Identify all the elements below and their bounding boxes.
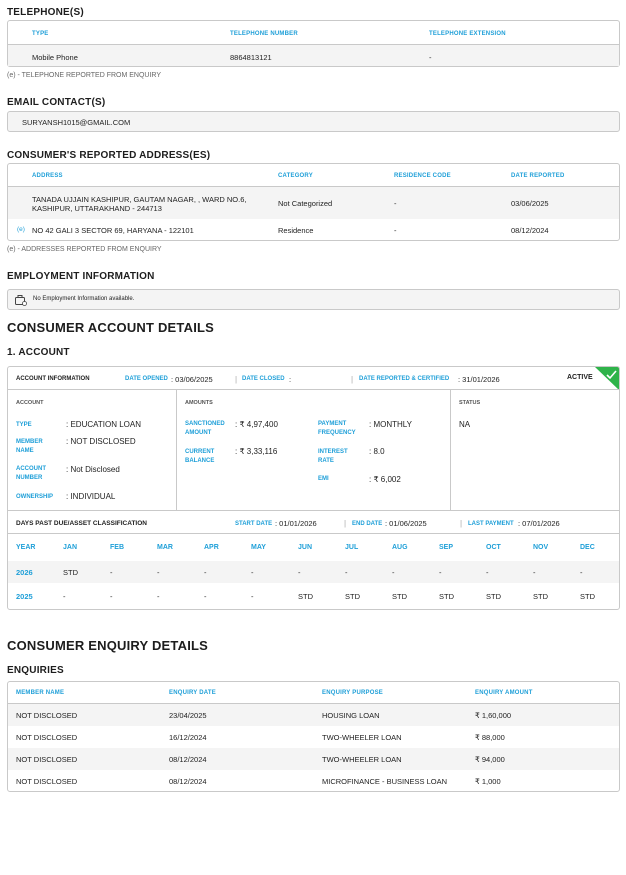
enquiry-cell: ₹ 1,000 bbox=[475, 777, 501, 786]
month-cell: STD bbox=[298, 592, 313, 601]
telephones-note: (e) - TELEPHONE REPORTED FROM ENQUIRY bbox=[7, 72, 162, 79]
table-row bbox=[8, 748, 619, 770]
month-cell: STD bbox=[392, 592, 407, 601]
month-cell: - bbox=[110, 592, 113, 601]
date-opened-label: DATE OPENED bbox=[125, 376, 168, 382]
address-category: Not Categorized bbox=[278, 199, 333, 208]
month-cell: - bbox=[298, 568, 301, 577]
month-header: MAR bbox=[157, 544, 173, 551]
email-title: EMAIL CONTACT(S) bbox=[7, 97, 106, 108]
col-enquiry-amount: ENQUIRY AMOUNT bbox=[475, 690, 533, 696]
table-row bbox=[8, 726, 619, 748]
balance-label: CURRENT BALANCE bbox=[185, 449, 215, 464]
table-row bbox=[8, 219, 619, 241]
addresses-table bbox=[7, 163, 620, 241]
table-row bbox=[8, 770, 619, 792]
emi-label: EMI bbox=[318, 476, 329, 482]
sanctioned-value: : ₹ 4,97,400 bbox=[235, 420, 278, 429]
date-closed: : bbox=[289, 375, 292, 384]
month-header: NOV bbox=[533, 544, 549, 551]
telephones-table bbox=[7, 20, 620, 67]
account-number-label: ACCOUNT NUMBER bbox=[16, 466, 46, 481]
enquiry-cell: ₹ 88,000 bbox=[475, 733, 505, 742]
table-row bbox=[8, 704, 619, 726]
employment-message: No Employment Information available. bbox=[33, 296, 135, 302]
ownership-value: : INDIVIDUAL bbox=[66, 492, 116, 501]
month-header: JUL bbox=[345, 544, 359, 551]
enquiry-cell: 16/12/2024 bbox=[169, 733, 207, 742]
enquiry-cell: 08/12/2024 bbox=[169, 777, 207, 786]
address-category: Residence bbox=[278, 226, 314, 235]
frequency-label: PAYMENT FREQUENCY bbox=[318, 421, 356, 436]
dpd-label: DAYS PAST DUE/ASSET CLASSIFICATION bbox=[16, 520, 147, 527]
col-enquiry-purpose: ENQUIRY PURPOSE bbox=[322, 690, 384, 696]
account-number-value: : Not Disclosed bbox=[66, 465, 120, 474]
last-payment: : 07/01/2026 bbox=[518, 519, 560, 528]
email-value: SURYANSH1015@GMAIL.COM bbox=[22, 118, 131, 127]
enquiry-title: CONSUMER ENQUIRY DETAILS bbox=[7, 638, 209, 653]
member-label: MEMBER NAME bbox=[16, 439, 43, 454]
col-category: CATEGORY bbox=[278, 173, 313, 179]
month-cell: - bbox=[580, 568, 583, 577]
col-address: ADDRESS bbox=[32, 173, 63, 179]
table-row bbox=[8, 187, 619, 219]
start-date: : 01/01/2026 bbox=[275, 519, 317, 528]
col-account: ACCOUNT bbox=[16, 400, 44, 406]
month-cell: - bbox=[63, 592, 66, 601]
month-cell: STD bbox=[439, 592, 454, 601]
telephones-title: TELEPHONE(S) bbox=[7, 7, 84, 18]
account-card: ACCOUNT INFORMATION DATE OPENED : 03/06/2025 | DATE CLOSED : | DATE REPORTED & CERTIFIED : 31/01/2026 ACTIVE ACCOUNT AMOUNTS STATUS TYPE : EDUCATION LOAN MEMBER NAME : NOT DISCLOSED ACCOUNT NUMBER : Not Disclosed OWNERSHIP : INDIVIDUAL SANCTIONED AMOUNT : ₹ 4,97,400 CURRENT BALANCE : ₹ 3,33,116 PAYMENT FREQUENCY : MONTHLY INTEREST RATE : 8.0 EMI : ₹ 6,002 NA DAYS PAST DUE/ASSET CLASSIFICATION START DATE : 01/01/2026 | END DATE : 01/06/2025 | LAST PAYMENT : 07/01/2026 YEAR JAN FEB MAR APR MAY JUN JUL AUG SEP OCT NOV DEC 2026 STD - - - - - - - - - - - 2025 - - - - - STD STD STD STD STD STD STD bbox=[7, 366, 620, 610]
month-cell: - bbox=[251, 568, 254, 577]
enquiry-cell: 08/12/2024 bbox=[169, 755, 207, 764]
month-header: DEC bbox=[580, 544, 595, 551]
month-cell: - bbox=[486, 568, 489, 577]
month-header: AUG bbox=[392, 544, 408, 551]
month-header: SEP bbox=[439, 544, 454, 551]
addresses-note: (e) - ADDRESSES REPORTED FROM ENQUIRY bbox=[7, 246, 162, 253]
enquiry-cell: NOT DISCLOSED bbox=[16, 711, 78, 720]
col-telephone-extension: TELEPHONE EXTENSION bbox=[429, 31, 506, 37]
last-payment-label: LAST PAYMENT bbox=[468, 521, 514, 527]
month-cell: - bbox=[439, 568, 442, 577]
rate-label: INTEREST RATE bbox=[318, 449, 348, 464]
frequency-value: : MONTHLY bbox=[369, 420, 412, 429]
emi-value: : ₹ 6,002 bbox=[369, 475, 401, 484]
address-line1: TANADA UJJAIN KASHIPUR, GAUTAM NAGAR, , WARD NO.6, bbox=[32, 195, 247, 204]
month-cell: STD bbox=[533, 592, 548, 601]
col-date-reported: DATE REPORTED bbox=[511, 173, 565, 179]
month-cell: STD bbox=[486, 592, 501, 601]
sanctioned-label: SANCTIONED AMOUNT bbox=[185, 421, 225, 436]
month-cell: - bbox=[110, 568, 113, 577]
address-date: 08/12/2024 bbox=[511, 226, 549, 235]
month-cell: STD bbox=[63, 568, 78, 577]
address-line2: KASHIPUR, UTTARAKHAND - 244713 bbox=[32, 204, 162, 213]
month-cell: - bbox=[204, 592, 207, 601]
date-reported-label: DATE REPORTED & CERTIFIED bbox=[359, 376, 450, 382]
account-info-label: ACCOUNT INFORMATION bbox=[16, 376, 90, 382]
month-header: JAN bbox=[63, 544, 78, 551]
date-opened: : 03/06/2025 bbox=[171, 375, 213, 384]
month-cell: - bbox=[345, 568, 348, 577]
month-cell: - bbox=[204, 568, 207, 577]
year-cell: 2025 bbox=[16, 592, 33, 601]
address-code: - bbox=[394, 226, 397, 235]
address-line1: NO 42 GALI 3 SECTOR 69, HARYANA - 122101 bbox=[32, 226, 194, 235]
member-value: : NOT DISCLOSED bbox=[66, 437, 136, 446]
table-row bbox=[8, 45, 619, 66]
date-reported: : 31/01/2026 bbox=[458, 375, 500, 384]
month-header: JUN bbox=[298, 544, 313, 551]
end-date: : 01/06/2025 bbox=[385, 519, 427, 528]
month-header: YEAR bbox=[16, 544, 36, 551]
ownership-label: OWNERSHIP bbox=[16, 494, 54, 500]
type-label: TYPE bbox=[16, 422, 32, 428]
enquiry-prefix: (e) bbox=[17, 226, 25, 233]
status-badge: ACTIVE bbox=[567, 374, 593, 381]
month-cell: - bbox=[392, 568, 395, 577]
month-cell: - bbox=[157, 568, 160, 577]
col-enquiry-date: ENQUIRY DATE bbox=[169, 690, 216, 696]
start-date-label: START DATE bbox=[235, 521, 273, 527]
phone-number: 8864813121 bbox=[230, 53, 272, 62]
col-amounts: AMOUNTS bbox=[185, 400, 213, 406]
account-subtitle: 1. ACCOUNT bbox=[7, 347, 70, 358]
enquiry-cell: NOT DISCLOSED bbox=[16, 755, 78, 764]
addresses-title: CONSUMER'S REPORTED ADDRESS(ES) bbox=[7, 150, 211, 161]
phone-type: Mobile Phone bbox=[32, 53, 78, 62]
col-residence-code: RESIDENCE CODE bbox=[394, 173, 451, 179]
employment-title: EMPLOYMENT INFORMATION bbox=[7, 271, 155, 282]
month-cell: STD bbox=[345, 592, 360, 601]
status-value: NA bbox=[459, 420, 471, 429]
col-telephone-number: TELEPHONE NUMBER bbox=[230, 31, 298, 37]
month-header: APR bbox=[204, 544, 219, 551]
date-closed-label: DATE CLOSED bbox=[242, 376, 285, 382]
col-member-name: MEMBER NAME bbox=[16, 690, 65, 696]
month-header: FEB bbox=[110, 544, 124, 551]
enquiry-cell: ₹ 94,000 bbox=[475, 755, 505, 764]
rate-value: : 8.0 bbox=[369, 447, 385, 456]
address-code: - bbox=[394, 199, 397, 208]
month-header: OCT bbox=[486, 544, 501, 551]
employment-box bbox=[7, 289, 620, 310]
month-header: MAY bbox=[251, 544, 266, 551]
type-value: : EDUCATION LOAN bbox=[66, 420, 141, 429]
enquiry-cell: TWO-WHEELER LOAN bbox=[322, 733, 402, 742]
account-details-title: CONSUMER ACCOUNT DETAILS bbox=[7, 320, 215, 335]
month-cell: STD bbox=[580, 592, 595, 601]
col-status: STATUS bbox=[459, 400, 481, 406]
month-cell: - bbox=[157, 592, 160, 601]
enquiry-cell: TWO-WHEELER LOAN bbox=[322, 755, 402, 764]
email-box bbox=[7, 111, 620, 132]
enquiry-cell: HOUSING LOAN bbox=[322, 711, 380, 720]
check-icon bbox=[595, 367, 619, 390]
phone-extension: - bbox=[429, 53, 432, 62]
month-cell: - bbox=[251, 592, 254, 601]
enquiry-subtitle: ENQUIRIES bbox=[7, 665, 64, 676]
enquiry-table bbox=[7, 681, 620, 792]
month-cell: - bbox=[533, 568, 536, 577]
enquiry-cell: 23/04/2025 bbox=[169, 711, 207, 720]
end-date-label: END DATE bbox=[352, 521, 383, 527]
enquiry-cell: ₹ 1,60,000 bbox=[475, 711, 512, 720]
col-type: TYPE bbox=[32, 31, 49, 37]
address-date: 03/06/2025 bbox=[511, 199, 549, 208]
enquiry-cell: MICROFINANCE - BUSINESS LOAN bbox=[322, 777, 448, 786]
briefcase-icon bbox=[15, 295, 27, 308]
balance-value: : ₹ 3,33,116 bbox=[235, 447, 278, 456]
table-row bbox=[8, 561, 619, 583]
enquiry-cell: NOT DISCLOSED bbox=[16, 733, 78, 742]
year-cell: 2026 bbox=[16, 568, 33, 577]
enquiry-cell: NOT DISCLOSED bbox=[16, 777, 78, 786]
